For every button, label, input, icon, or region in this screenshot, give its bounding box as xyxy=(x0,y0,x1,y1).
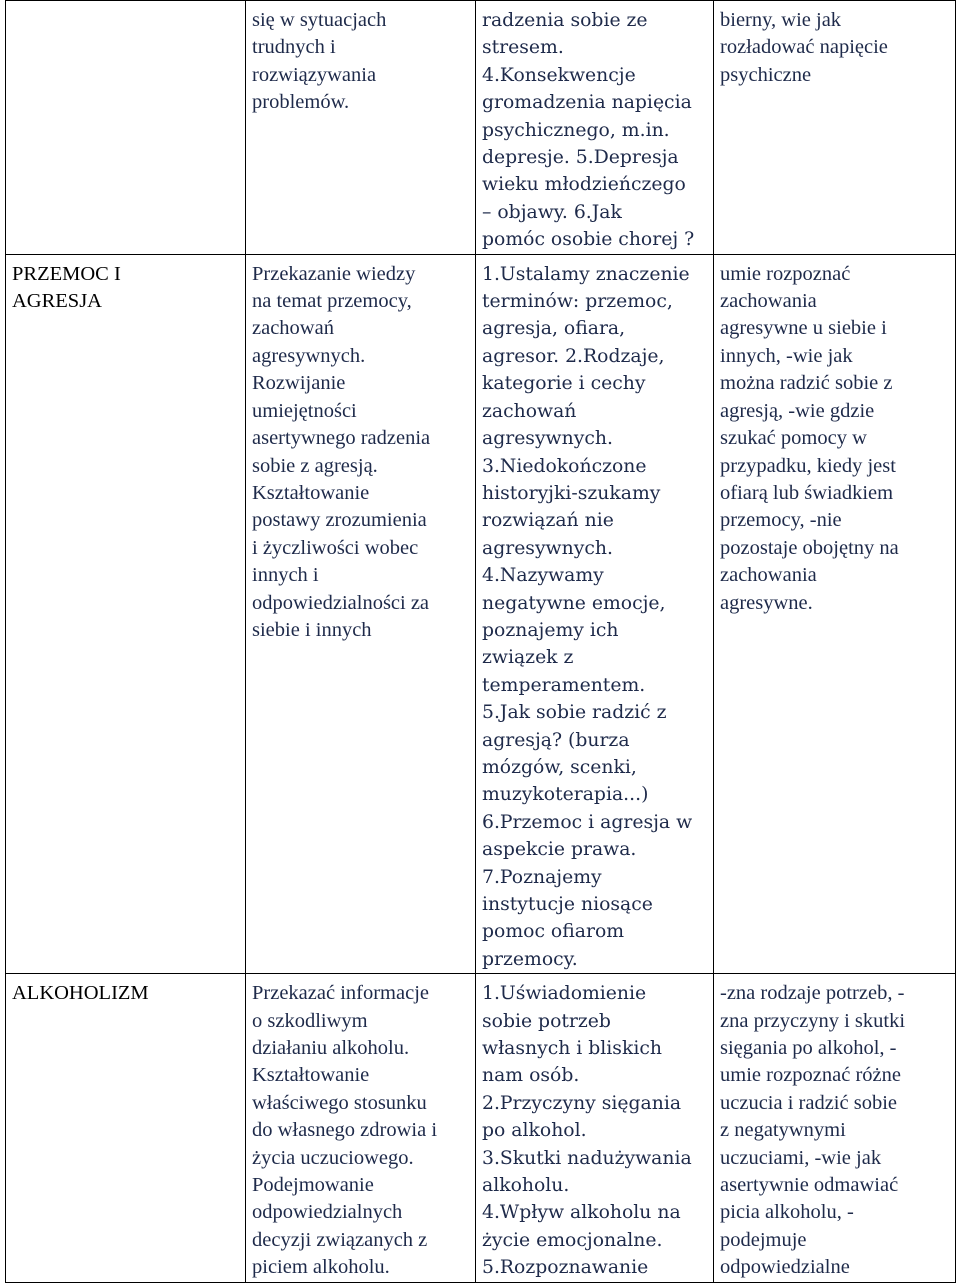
outcomes-cell xyxy=(714,1,956,255)
topic-cell xyxy=(6,974,246,1282)
outcomes-text: -zna rodzaje potrzeb, - zna przyczyny i skutki sięgania po alkohol, - umie rozpoznać różne uczucia i radzić sobie z negatywnymi uczuciami, -wie jak asertywnie odmawiać picia alkoholu, - podejmuje odpowiedzialne xyxy=(720,982,906,1279)
outcomes-text: umie rozpoznać zachowania agresywne u siebie i innych, -wie jak można radzić sobie z agresją, -wie gdzie szukać pomocy w przypadku, kiedy jest ofiarą lub świadkiem przemocy, -nie pozostaje obojętny na zachowania agresywne. xyxy=(720,262,899,614)
goals-cell xyxy=(246,974,476,1282)
content-text: 1.Uświadomienie sobie potrzeb własnych i bliskich nam osób. 2.Przyczyny sięgania po alkohol. 3.Skutki nadużywania alkoholu. 4.Wpływ alkoholu na życie emocjonalne. 5.Rozpoznawanie xyxy=(482,983,692,1279)
content-cell xyxy=(476,974,714,1282)
table-row xyxy=(6,974,956,1282)
topic-text: PRZEMOC I AGRESJA xyxy=(12,262,121,313)
goals-text: się w sytuacjach trudnych i rozwiązywania problemów. xyxy=(252,9,387,114)
table-row xyxy=(6,1,956,255)
goals-cell xyxy=(246,254,476,974)
outcomes-cell xyxy=(714,974,956,1282)
content-text: radzenia sobie ze stresem. 4.Konsekwencje gromadzenia napięcia psychicznego, m.in. depresje. 5.Depresja wieku młodzieńczego – objawy. 6.Jak pomóc osobie chorej ? xyxy=(482,10,695,251)
content-text: 1.Ustalamy znaczenie terminów: przemoc, agresja, ofiara, agresor. 2.Rodzaje, kategorie i cechy zachowań agresywnych. 3.Niedokończone historyjki-szukamy rozwiązań nie agresywnych. 4.Nazywamy negatywne emocje, poznajemy ich związek z temperamentem. 5.Jak sobie radzić z agresją? (burza mózgów, scenki, muzykoterapia...) 6.Przemoc i agresja w aspekcie prawa. 7.Poznajemy instytucje niosące pomoc ofiarom przemocy. xyxy=(482,263,693,970)
outcomes-cell xyxy=(714,254,956,974)
table-row xyxy=(6,254,956,974)
outcomes-text: bierny, wie jak rozładować napięcie psychiczne xyxy=(720,9,888,86)
topic-cell xyxy=(6,254,246,974)
lesson-plan-table xyxy=(5,0,956,1283)
content-cell xyxy=(476,254,714,974)
topic-cell xyxy=(6,1,246,255)
content-cell xyxy=(476,1,714,255)
goals-text: Przekazanie wiedzy na temat przemocy, zachowań agresywnych. Rozwijanie umiejętności asertywnego radzenia sobie z agresją. Kształtowanie postawy zrozumienia i życzliwości wobec innych i odpowiedzialności za siebie i innych xyxy=(252,262,431,641)
topic-text: ALKOHOLIZM xyxy=(12,982,149,1005)
goals-text: Przekazać informacje o szkodliwym działaniu alkoholu. Kształtowanie właściwego stosunku do własnego zdrowia i życia uczuciowego. Podejmowanie odpowiedzialnych decyzji związanych z piciem alkoholu. xyxy=(252,982,438,1279)
goals-cell xyxy=(246,1,476,255)
